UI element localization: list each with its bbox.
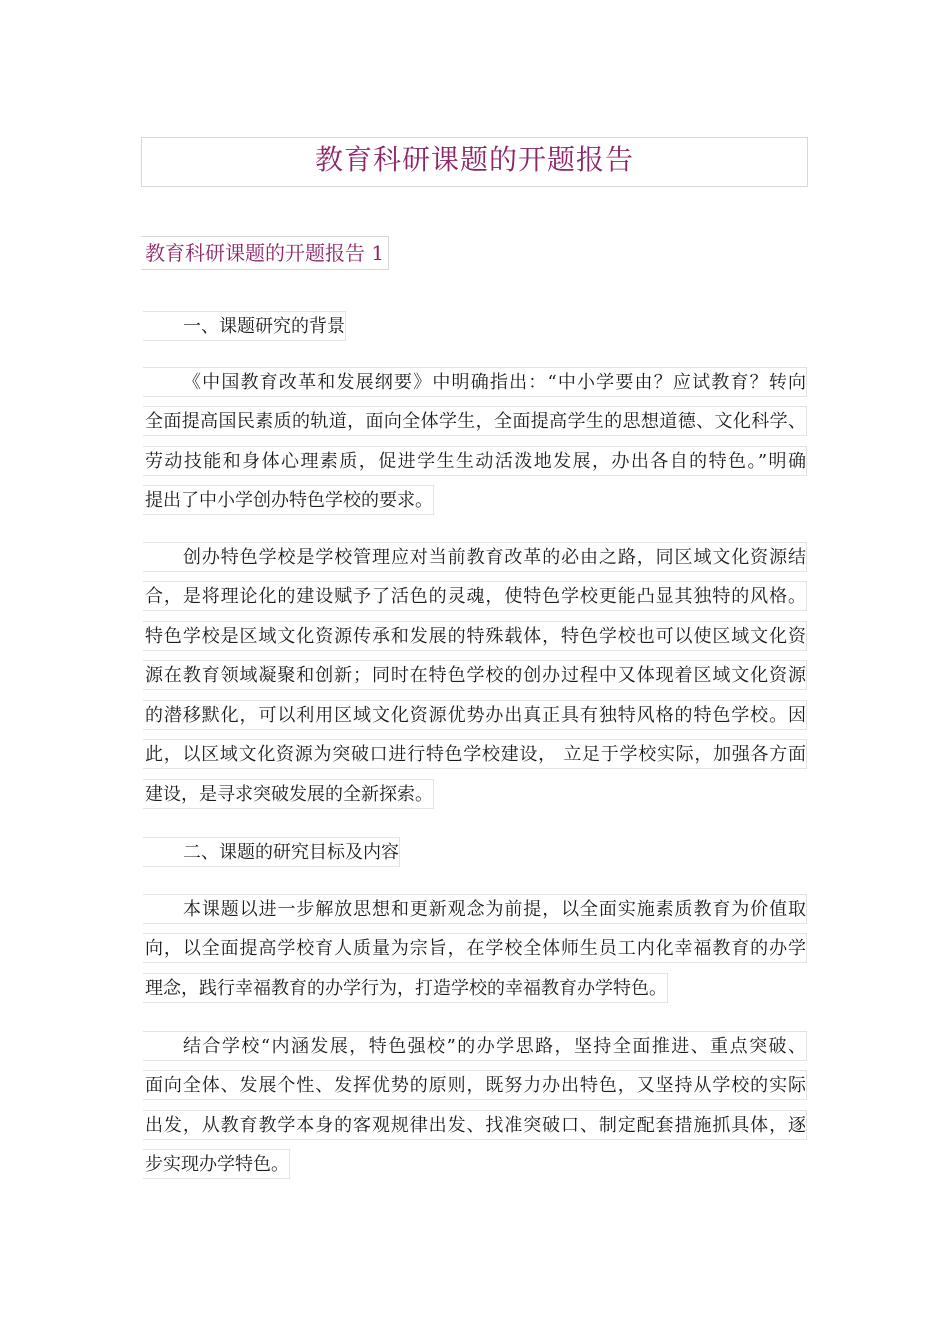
paragraph-line: 出发，从教育教学本身的客观规律出发、找准突破口、制定配套措施抓具体，逐 [143,1110,807,1140]
paragraph-line: 全面提高国民素质的轨道，面向全体学生，全面提高学生的思想道德、文化科学、 [143,406,807,436]
title-frame [141,137,808,187]
paragraph-line: 提出了中小学创办特色学校的要求。 [143,485,434,515]
paragraph-line: 结合学校“内涵发展，特色强校”的办学思路，坚持全面推进、重点突破、 [143,1031,807,1061]
paragraph-line: 此，以区域文化资源为突破口进行特色学校建设， 立足于学校实际，加强各方面 [143,739,807,769]
paragraph-line: 创办特色学校是学校管理应对当前教育改革的必由之路，同区域文化资源结 [143,542,807,572]
heading-objectives: 二、课题的研究目标及内容 [143,837,400,867]
paragraph-line: 《中国教育改革和发展纲要》中明确指出：“中小学要由？应试教育？转向 [143,367,807,397]
paragraph-line: 的潜移默化，可以利用区域文化资源优势办出真正具有独特风格的特色学校。因 [143,700,807,730]
paragraph-line: 理念，践行幸福教育的办学行为，打造学校的幸福教育办学特色。 [143,973,668,1003]
heading-background: 一、课题研究的背景 [143,311,346,341]
paragraph-line: 特色学校是区域文化资源传承和发展的特殊载体，特色学校也可以使区域文化资 [143,621,807,651]
paragraph-line: 合，是将理论化的建设赋予了活色的灵魂，使特色学校更能凸显其独特的风格。 [143,581,807,611]
paragraph-line: 劳动技能和身体心理素质，促进学生生动活泼地发展，办出各自的特色。”明确 [143,446,807,476]
paragraph-line: 面向全体、发展个性、发挥优势的原则，既努力办出特色，又坚持从学校的实际 [143,1070,807,1100]
paragraph-line: 步实现办学特色。 [143,1149,290,1179]
section-title: 教育科研课题的开题报告 1 [141,236,389,270]
paragraph-line: 源在教育领域凝聚和创新；同时在特色学校的创办过程中又体现着区域文化资源 [143,660,807,690]
page-title: 教育科研课题的开题报告 [314,143,634,176]
paragraph-line: 建设，是寻求突破发展的全新探索。 [143,779,434,809]
paragraph-line: 向，以全面提高学校育人质量为宗旨，在学校全体师生员工内化幸福教育的办学 [143,933,807,963]
paragraph-line: 本课题以进一步解放思想和更新观念为前提，以全面实施素质教育为价值取 [143,894,807,924]
